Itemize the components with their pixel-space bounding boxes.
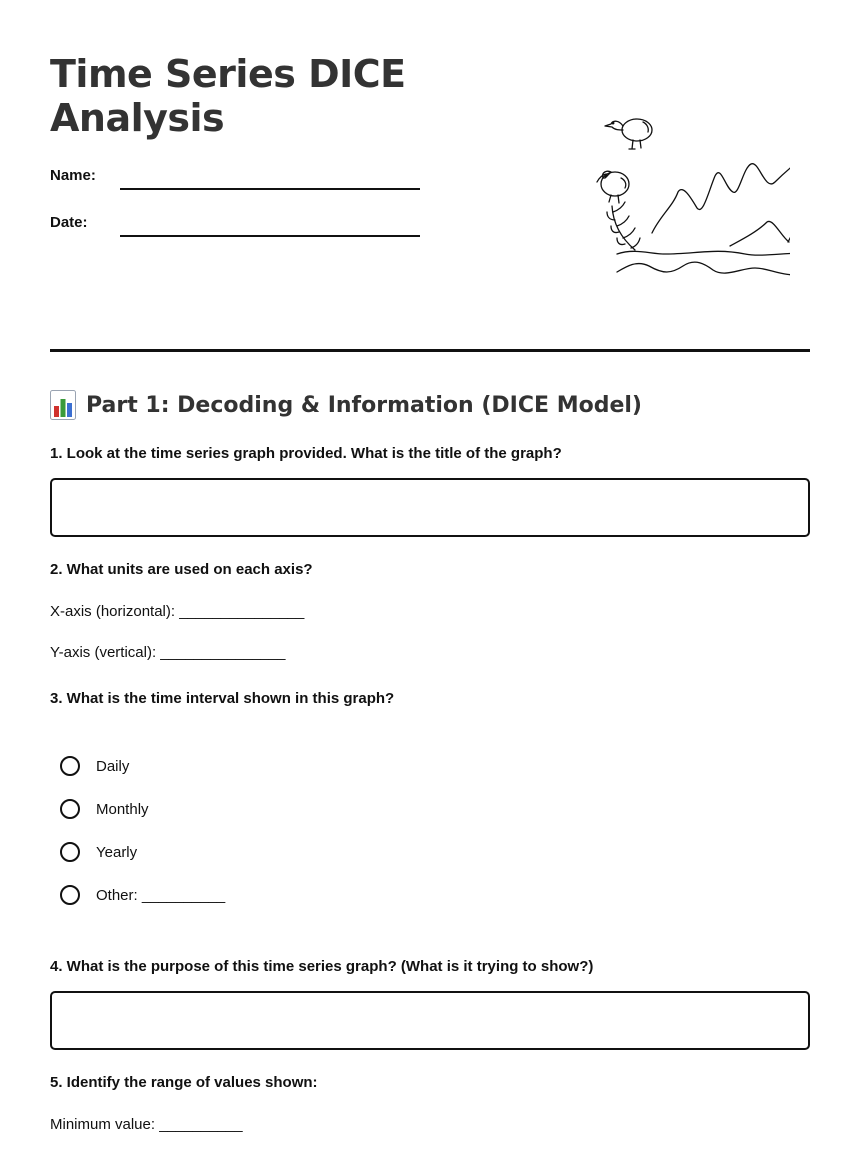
- answer-box-4[interactable]: [50, 991, 810, 1050]
- y-axis-units-line[interactable]: Y-axis (vertical): _______________: [50, 644, 286, 661]
- name-line[interactable]: [120, 188, 420, 190]
- question-5: 5. Identify the range of values shown:: [50, 1074, 318, 1091]
- question-3: 3. What is the time interval shown in this graph?: [50, 690, 395, 707]
- water-icon: [617, 251, 790, 275]
- option-label: Yearly: [96, 843, 138, 861]
- bird-icon: [597, 171, 629, 203]
- landscape-illustration: [545, 108, 790, 288]
- fern-icon: [607, 202, 640, 250]
- option-label: Monthly: [96, 800, 149, 818]
- worksheet-title: Time Series DICE Analysis: [50, 52, 406, 140]
- radio-button[interactable]: [60, 799, 80, 819]
- radio-button[interactable]: [60, 885, 80, 905]
- question-2: 2. What units are used on each axis?: [50, 561, 313, 578]
- part1-heading: [50, 388, 642, 422]
- option-other[interactable]: [60, 882, 225, 908]
- date-field[interactable]: [50, 207, 420, 237]
- section-divider: [50, 349, 810, 352]
- option-yearly[interactable]: [60, 839, 137, 865]
- worksheet-page: [50, 0, 810, 1161]
- option-label: Daily: [96, 757, 130, 775]
- date-line[interactable]: [120, 235, 420, 237]
- option-monthly[interactable]: [60, 796, 149, 822]
- question-1: 1. Look at the time series graph provided. What is the title of the graph?: [50, 445, 562, 462]
- question-4: 4. What is the purpose of this time series graph? (What is it trying to show?): [50, 958, 594, 975]
- minimum-value-line[interactable]: Minimum value: __________: [50, 1116, 243, 1133]
- radio-button[interactable]: [60, 842, 80, 862]
- date-label: Date:: [50, 214, 88, 231]
- option-label: Other: __________: [96, 886, 226, 904]
- radio-button[interactable]: [60, 756, 80, 776]
- name-field[interactable]: [50, 160, 420, 190]
- mountain-icon: [652, 158, 790, 246]
- bar-chart-icon: [50, 390, 76, 420]
- part1-title: Part 1: Decoding & Information (DICE Model): [86, 392, 642, 418]
- option-daily[interactable]: [60, 753, 129, 779]
- answer-box-1[interactable]: [50, 478, 810, 537]
- name-label: Name:: [50, 167, 96, 184]
- x-axis-units-line[interactable]: X-axis (horizontal): _______________: [50, 603, 305, 620]
- bird-icon: [605, 119, 652, 149]
